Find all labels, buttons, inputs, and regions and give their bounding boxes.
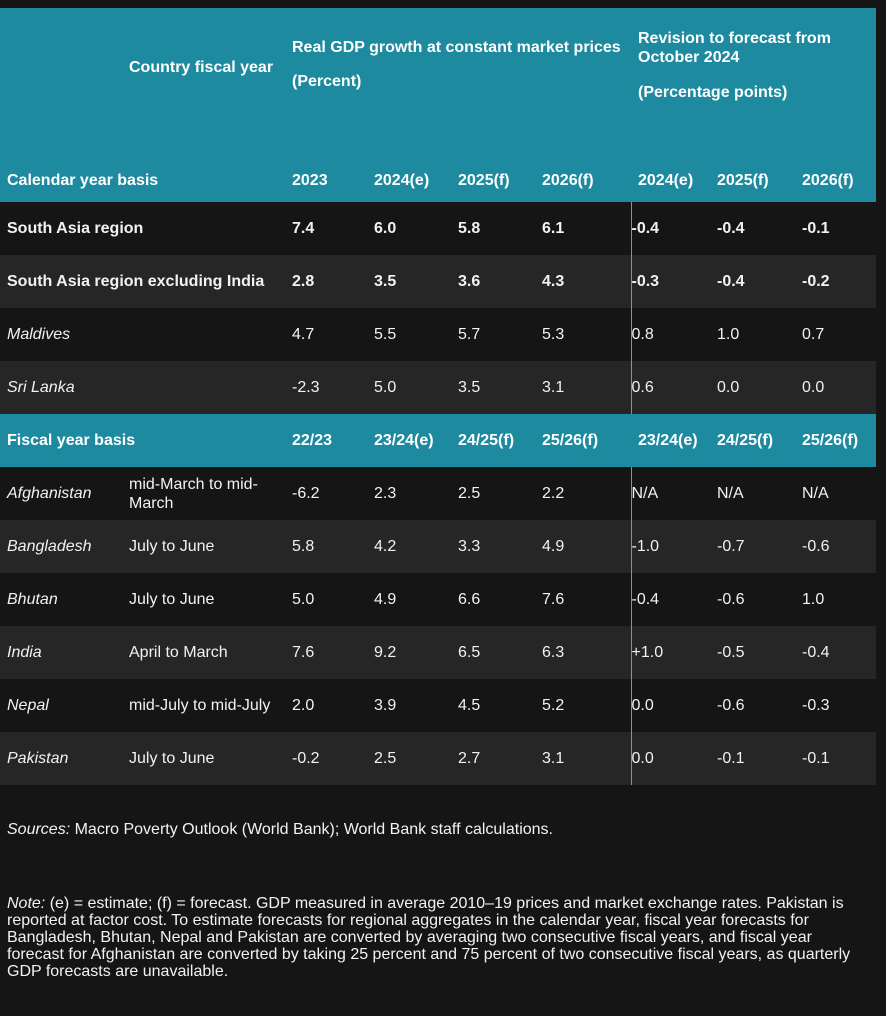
fiscal-period: July to June xyxy=(122,732,285,785)
table-cell: 7.6 xyxy=(285,626,367,679)
country-name: Bhutan xyxy=(0,573,122,626)
table-cell: +1.0 xyxy=(631,626,710,679)
table-cell: 4.2 xyxy=(367,520,451,573)
table-cell: -0.5 xyxy=(710,626,795,679)
column-header: 25/26(f) xyxy=(535,414,631,467)
table-cell: 5.2 xyxy=(535,679,631,732)
country-name: South Asia region xyxy=(0,202,285,255)
table-cell: 6.6 xyxy=(451,573,535,626)
table-cell: -0.4 xyxy=(710,202,795,255)
gdp-growth-table xyxy=(0,8,876,785)
table-cell: 0.7 xyxy=(795,308,876,361)
table-cell: -2.3 xyxy=(285,361,367,414)
table-cell: -0.1 xyxy=(795,202,876,255)
table-cell: 5.8 xyxy=(285,520,367,573)
column-header: 24/25(f) xyxy=(710,414,795,467)
table-cell: -0.6 xyxy=(710,573,795,626)
country-name: Afghanistan xyxy=(0,467,122,520)
header-country-fiscal-year: Country fiscal year xyxy=(122,8,285,158)
footnote xyxy=(7,895,867,980)
table-cell: 3.9 xyxy=(367,679,451,732)
table-cell: -0.4 xyxy=(631,573,710,626)
table-cell: 5.8 xyxy=(451,202,535,255)
table-cell: 6.0 xyxy=(367,202,451,255)
table-cell: 6.1 xyxy=(535,202,631,255)
table-cell: 2.8 xyxy=(285,255,367,308)
table-row xyxy=(0,679,876,732)
table-cell: 7.4 xyxy=(285,202,367,255)
table-row xyxy=(0,520,876,573)
fiscal-period: mid-March to mid-March xyxy=(122,467,285,520)
fiscal-period: mid-July to mid-July xyxy=(122,679,285,732)
table-cell: -6.2 xyxy=(285,467,367,520)
country-name: South Asia region excluding India xyxy=(0,255,285,308)
table-cell: -0.7 xyxy=(710,520,795,573)
column-header: 2026(f) xyxy=(795,158,876,202)
country-name: Bangladesh xyxy=(0,520,122,573)
table-cell: 3.1 xyxy=(535,361,631,414)
column-header: 2025(f) xyxy=(710,158,795,202)
table-cell: 0.0 xyxy=(631,679,710,732)
table-cell: 0.0 xyxy=(710,361,795,414)
table-cell: 7.6 xyxy=(535,573,631,626)
table-cell: 2.0 xyxy=(285,679,367,732)
table-cell: -0.3 xyxy=(795,679,876,732)
table-cell: 0.0 xyxy=(795,361,876,414)
table-cell: 9.2 xyxy=(367,626,451,679)
table-cell: 3.1 xyxy=(535,732,631,785)
table-cell: -1.0 xyxy=(631,520,710,573)
table-cell: 3.6 xyxy=(451,255,535,308)
table-cell: 6.5 xyxy=(451,626,535,679)
table-cell: 4.5 xyxy=(451,679,535,732)
column-header: 23/24(e) xyxy=(631,414,710,467)
table-cell: 0.6 xyxy=(631,361,710,414)
table-row xyxy=(0,202,876,255)
table-cell: 2.5 xyxy=(451,467,535,520)
table-cell: 0.8 xyxy=(631,308,710,361)
country-name: Maldives xyxy=(0,308,285,361)
country-name: Sri Lanka xyxy=(0,361,285,414)
country-name: Nepal xyxy=(0,679,122,732)
table-cell: 5.0 xyxy=(367,361,451,414)
header-revision xyxy=(631,8,876,158)
fiscal-year-header xyxy=(0,414,876,467)
table-row xyxy=(0,308,876,361)
table-row xyxy=(0,467,876,520)
table-row xyxy=(0,361,876,414)
country-name: India xyxy=(0,626,122,679)
note-text: (e) = estimate; (f) = forecast. GDP measured in average 2010–19 prices and market exchange rates. Pakistan is reported at factor cost. To estimate forecasts for regional aggregates in the calendar year, fiscal year forecasts for Bangladesh, Bhutan, Nepal and Pakistan are converted by averaging two consecutive fiscal years, and fiscal year forecast for Afghanistan are converted by taking 25 percent and 75 percent of two consecutive fiscal years, as quarterly GDP forecasts are unavailable. xyxy=(7,895,851,980)
table-cell: 2.2 xyxy=(535,467,631,520)
column-header: 24/25(f) xyxy=(451,414,535,467)
table-cell: 5.7 xyxy=(451,308,535,361)
table-row xyxy=(0,255,876,308)
table-header xyxy=(0,8,876,158)
header-gdp-growth xyxy=(285,8,631,158)
sources-note xyxy=(7,821,867,838)
table-cell: 3.5 xyxy=(367,255,451,308)
table-cell: -0.2 xyxy=(285,732,367,785)
note-label: Note: xyxy=(7,895,46,912)
table-cell: 0.0 xyxy=(631,732,710,785)
column-header: 23/24(e) xyxy=(367,414,451,467)
table-cell: 2.3 xyxy=(367,467,451,520)
column-header: 2024(e) xyxy=(631,158,710,202)
table-cell: -0.2 xyxy=(795,255,876,308)
table-cell: -0.1 xyxy=(710,732,795,785)
sources-label: Sources: xyxy=(7,821,71,838)
fiscal-period: April to March xyxy=(122,626,285,679)
gdp-unit: (Percent) xyxy=(292,73,362,90)
table-cell: 6.3 xyxy=(535,626,631,679)
table-cell: -0.6 xyxy=(795,520,876,573)
table-cell: -0.6 xyxy=(710,679,795,732)
column-header: 2023 xyxy=(285,158,367,202)
column-header: 25/26(f) xyxy=(795,414,876,467)
table-cell: 5.5 xyxy=(367,308,451,361)
fiscal-year-label: Fiscal year basis xyxy=(0,414,285,467)
column-header: 2026(f) xyxy=(535,158,631,202)
table-cell: -0.4 xyxy=(710,255,795,308)
table-cell: -0.1 xyxy=(795,732,876,785)
table-row xyxy=(0,573,876,626)
sources-text: Macro Poverty Outlook (World Bank); World Bank staff calculations. xyxy=(70,821,553,838)
revision-title: Revision to forecast from October 2024 xyxy=(638,30,831,66)
table-cell: -0.4 xyxy=(795,626,876,679)
calendar-year-header xyxy=(0,158,876,202)
table-cell: -0.3 xyxy=(631,255,710,308)
table-cell: N/A xyxy=(710,467,795,520)
table-cell: 4.7 xyxy=(285,308,367,361)
column-header: 2024(e) xyxy=(367,158,451,202)
table-cell: -0.4 xyxy=(631,202,710,255)
table-cell: N/A xyxy=(631,467,710,520)
fiscal-period: July to June xyxy=(122,573,285,626)
column-header: 2025(f) xyxy=(451,158,535,202)
table-cell: 2.5 xyxy=(367,732,451,785)
table-row xyxy=(0,626,876,679)
calendar-year-label: Calendar year basis xyxy=(0,158,285,202)
country-name: Pakistan xyxy=(0,732,122,785)
table-cell: 3.3 xyxy=(451,520,535,573)
revision-unit: (Percentage points) xyxy=(638,84,788,101)
table-cell: 5.3 xyxy=(535,308,631,361)
table-cell: 4.9 xyxy=(367,573,451,626)
table-cell: N/A xyxy=(795,467,876,520)
table-cell: 1.0 xyxy=(795,573,876,626)
table-cell: 4.9 xyxy=(535,520,631,573)
table-cell: 1.0 xyxy=(710,308,795,361)
gdp-title: Real GDP growth at constant market prices xyxy=(292,39,621,56)
fiscal-period: July to June xyxy=(122,520,285,573)
table-cell: 4.3 xyxy=(535,255,631,308)
table-cell: 3.5 xyxy=(451,361,535,414)
table-cell: 2.7 xyxy=(451,732,535,785)
table-row xyxy=(0,732,876,785)
header-blank xyxy=(0,8,122,158)
column-header: 22/23 xyxy=(285,414,367,467)
table-cell: 5.0 xyxy=(285,573,367,626)
